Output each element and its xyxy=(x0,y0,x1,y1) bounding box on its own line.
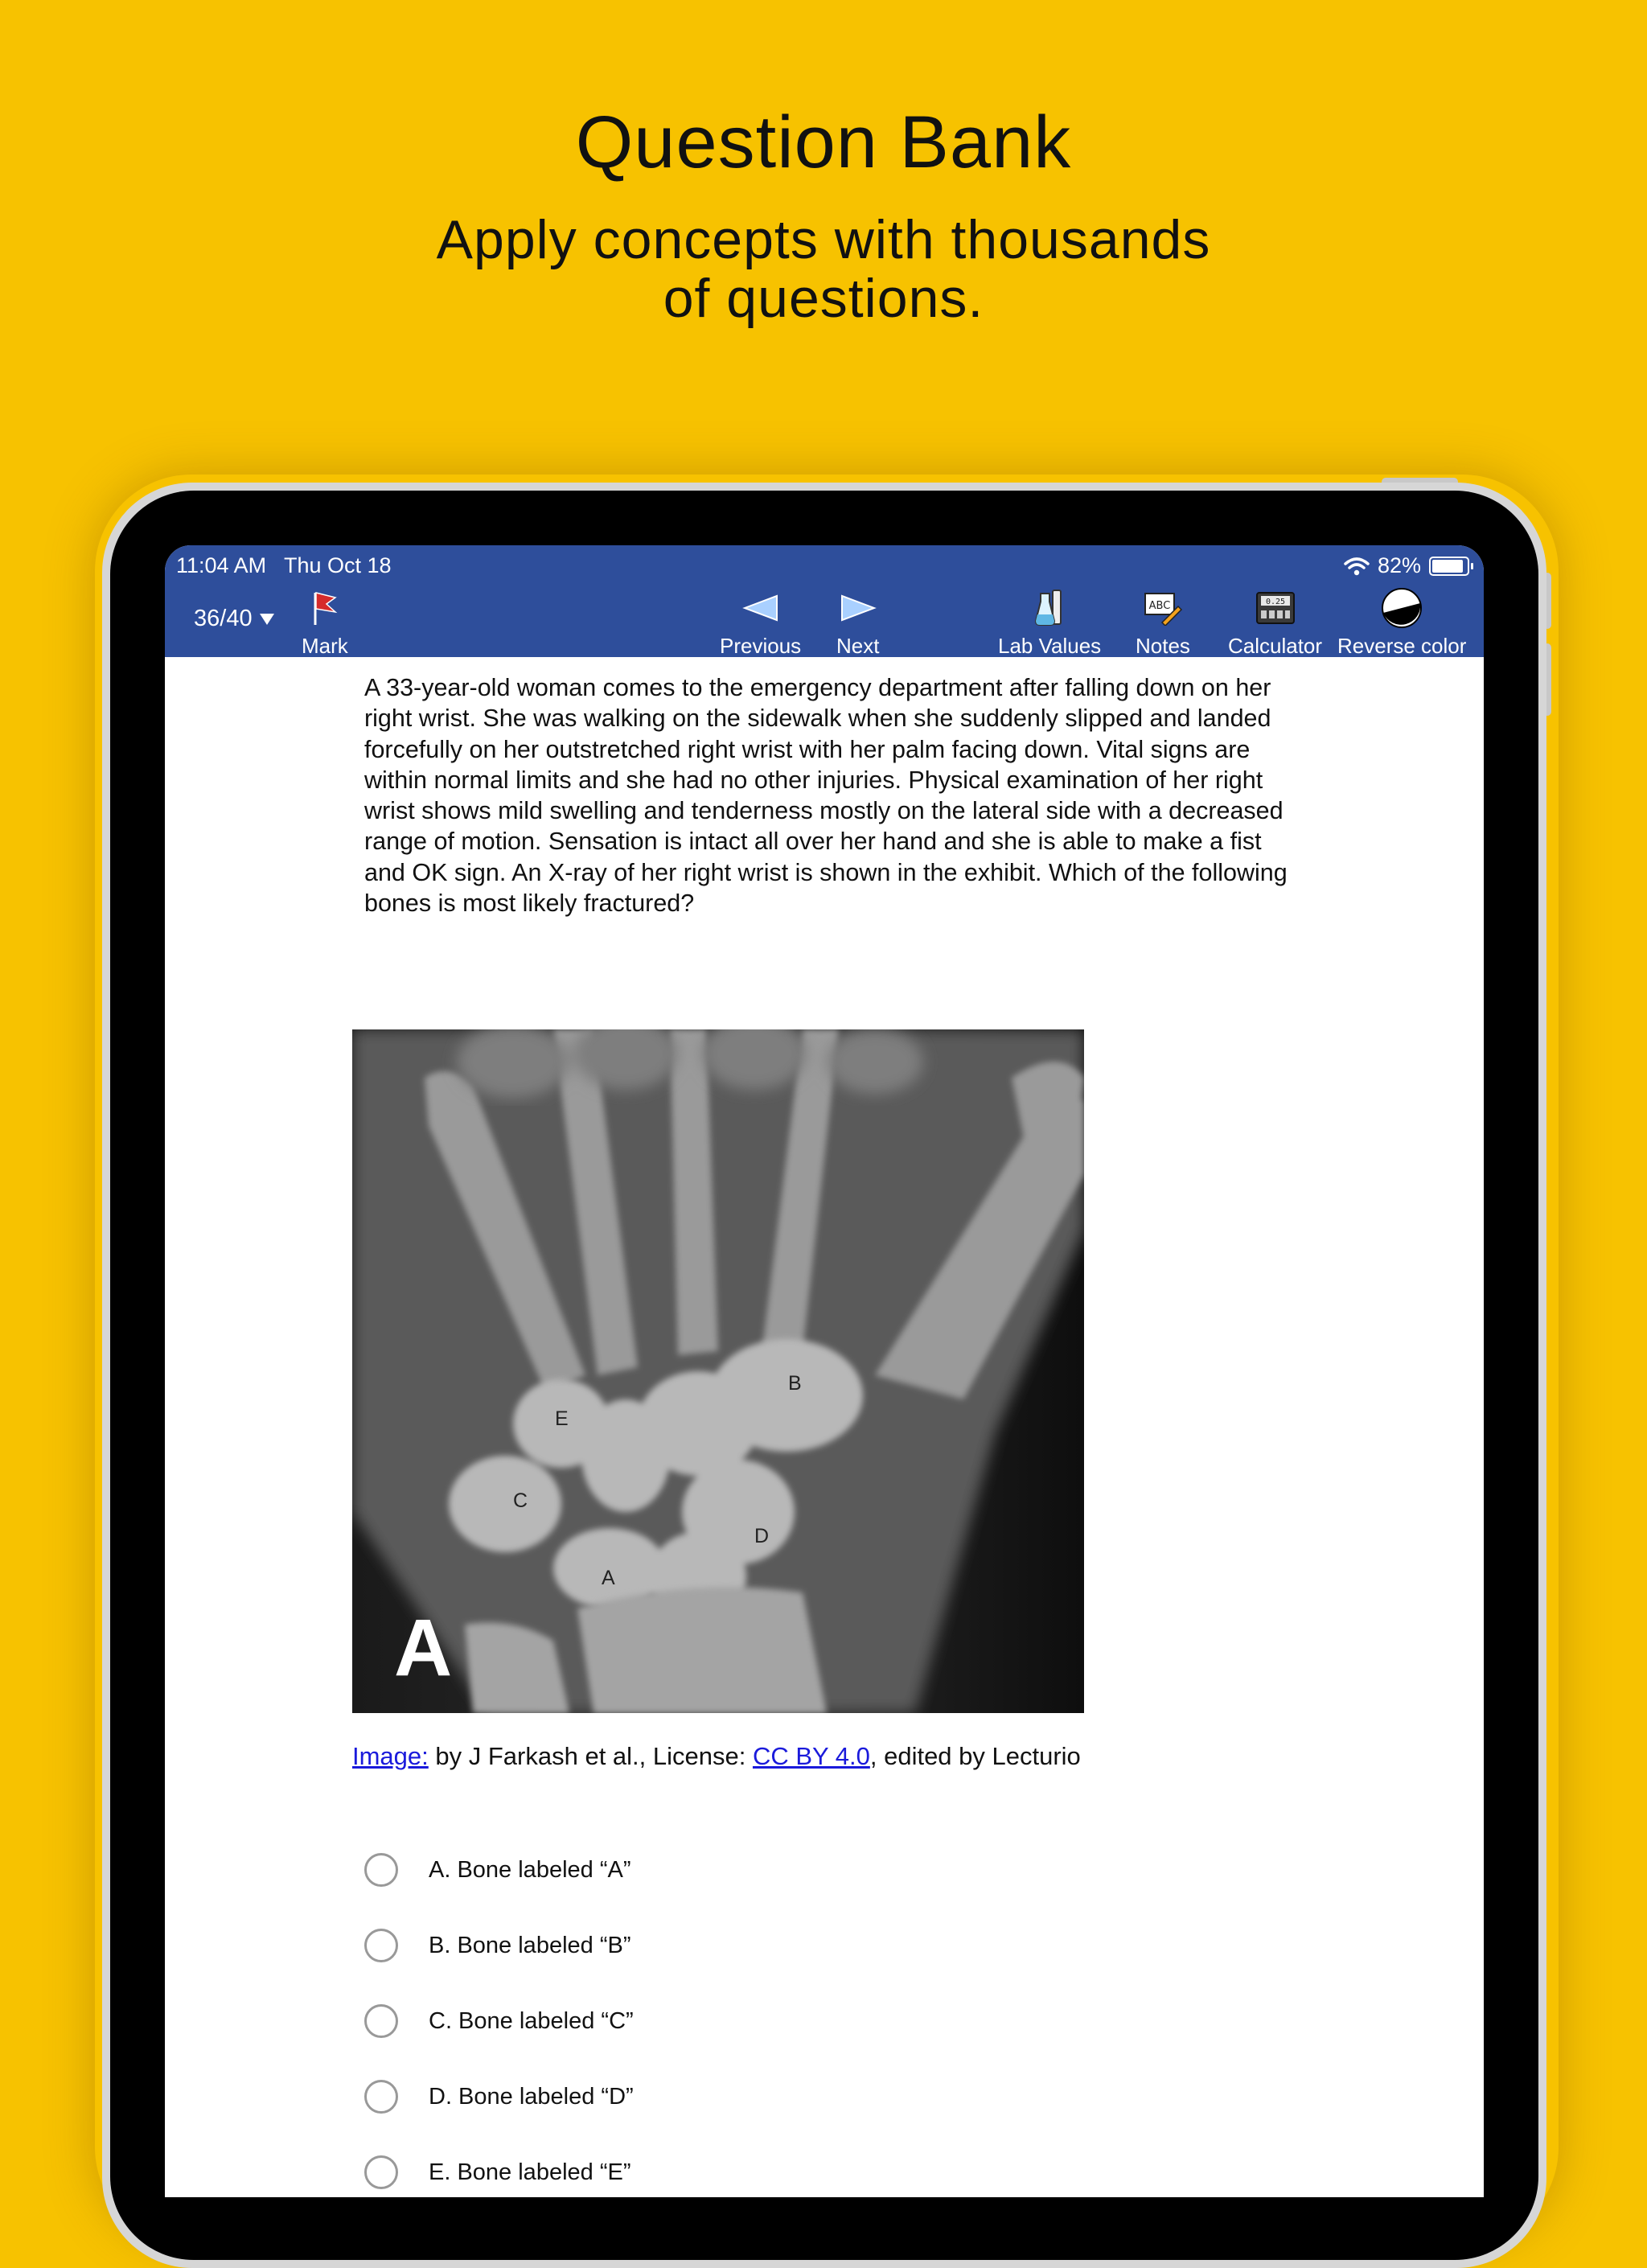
xray-panel-letter: A xyxy=(394,1603,453,1693)
radio-button[interactable] xyxy=(364,2155,398,2189)
mark-label: Mark xyxy=(302,634,348,658)
answer-option-label: D. Bone labeled “D” xyxy=(429,2083,634,2110)
status-date: Thu Oct 18 xyxy=(284,553,392,577)
reverse-color-label: Reverse color xyxy=(1337,634,1467,658)
answer-option-b[interactable] xyxy=(364,1908,634,1983)
answer-option-label: C. Bone labeled “C” xyxy=(429,2007,634,2034)
status-time: 11:04 AM xyxy=(176,553,267,577)
status-indicators xyxy=(1344,553,1469,578)
xray-label-e: E xyxy=(555,1407,569,1430)
question-counter-dropdown[interactable] xyxy=(194,606,275,632)
credit-author-text: by J Farkash et al., License: xyxy=(428,1742,753,1770)
calculator-label: Calculator xyxy=(1228,634,1323,658)
license-link[interactable]: CC BY 4.0 xyxy=(752,1742,870,1770)
xray-label-d: D xyxy=(754,1525,770,1547)
calculator-icon xyxy=(1255,591,1296,625)
marketing-subtitle-line-2: of questions. xyxy=(663,268,984,329)
radio-button[interactable] xyxy=(364,1853,398,1887)
mark-button[interactable] xyxy=(302,587,348,659)
app-toolbar xyxy=(165,545,1484,657)
answer-option-e[interactable] xyxy=(364,2134,634,2197)
wifi-icon xyxy=(1344,557,1370,576)
caret-down-icon xyxy=(259,612,275,627)
next-button[interactable] xyxy=(836,587,879,659)
credit-edited-text: , edited by Lecturio xyxy=(869,1742,1081,1770)
triangle-left-icon xyxy=(741,594,780,622)
previous-label: Previous xyxy=(720,634,802,658)
radio-button[interactable] xyxy=(364,2080,398,2114)
answer-option-label: E. Bone labeled “E” xyxy=(429,2159,631,2185)
triangle-right-icon xyxy=(839,594,877,622)
next-label: Next xyxy=(836,634,880,658)
xray-label-c: C xyxy=(513,1489,528,1512)
previous-button[interactable] xyxy=(720,587,801,659)
xray-label-a: A xyxy=(602,1567,615,1589)
answer-option-label: A. Bone labeled “A” xyxy=(429,1856,631,1883)
lab-values-label: Lab Values xyxy=(998,634,1102,658)
flask-icon xyxy=(1033,589,1066,627)
xray-exhibit-image[interactable] xyxy=(352,1029,1084,1713)
calculator-button[interactable] xyxy=(1228,587,1322,659)
notes-button[interactable] xyxy=(1136,587,1190,659)
flag-icon xyxy=(311,590,339,627)
answer-option-a[interactable] xyxy=(364,1832,634,1908)
answer-option-c[interactable] xyxy=(364,1983,634,2059)
xray-label-b: B xyxy=(788,1372,802,1395)
answer-option-label: B. Bone labeled “B” xyxy=(429,1932,631,1958)
svg-text:ABC: ABC xyxy=(1148,600,1171,612)
xray-wrist-illustration xyxy=(352,1029,1084,1713)
marketing-title: Question Bank xyxy=(575,101,1072,183)
notes-label: Notes xyxy=(1136,634,1190,658)
lab-values-button[interactable] xyxy=(998,587,1101,659)
radio-button[interactable] xyxy=(364,1929,398,1962)
contrast-icon xyxy=(1381,587,1423,629)
answer-option-d[interactable] xyxy=(364,2059,634,2134)
battery-percentage: 82% xyxy=(1377,553,1421,577)
question-counter: 36/40 xyxy=(194,606,253,631)
reverse-color-button[interactable] xyxy=(1337,587,1466,659)
radio-button[interactable] xyxy=(364,2004,398,2038)
answer-options xyxy=(364,1832,634,2197)
marketing-subtitle-line-1: Apply concepts with thousands xyxy=(436,209,1211,270)
marketing-subtitle xyxy=(0,211,1647,328)
app-screen xyxy=(165,545,1484,2197)
svg-text:0.25: 0.25 xyxy=(1265,598,1285,606)
image-source-link[interactable]: Image: xyxy=(352,1742,429,1770)
notepad-pencil-icon xyxy=(1143,590,1183,626)
battery-icon xyxy=(1429,557,1469,576)
question-stem: A 33-year-old woman comes to the emergency department after falling down on her right wrist. She was walking on the sidewalk when she suddenly slipped and landed forcefully on her outstretched right wrist with her palm facing down. Vital signs are within normal limits and she had no other injuries. Physical examination of her right wrist shows mild swelling and tenderness mostly on the lateral side with a decreased range of motion. Sensation is intact all over her hand and she is able to make a fist and OK sign. An X-ray of her right wrist is shown in the exhibit. Which of the following bones is most likely fractured? xyxy=(364,674,1288,918)
image-credit xyxy=(352,1742,1081,1771)
